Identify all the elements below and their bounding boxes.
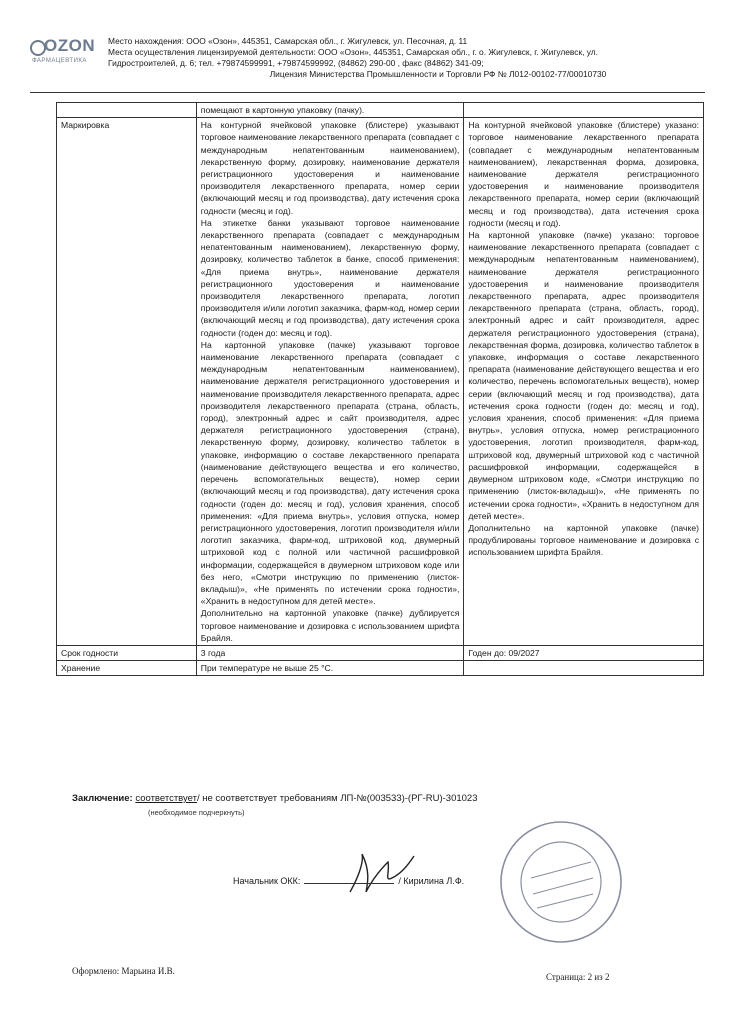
requirement-paragraph: На контурной ячейковой упаковке (блистере) указывают торговое наименование лекарственного препарата (совпадает с международным непатентованным наименованием), лекарственную форму, дозировку, наименование держателя регистрационного удостоверения и наименование производителя лекарственного препарата, номер серии (включающий месяц и год производства), дату истечения срока годности (месяц и год). xyxy=(200,120,460,216)
conclusion-selected-option: соответствует xyxy=(135,793,197,804)
conclusion-rest: / не соответствует требованиям ЛП-№(003533)-(РГ-RU)-301023 xyxy=(196,793,478,804)
result-cell xyxy=(464,118,704,646)
signer-name: / Кирилина Л.Ф. xyxy=(398,876,465,886)
result-cell xyxy=(464,661,704,676)
address-line: Место нахождения: ООО «Озон», 445351, Самарская обл., г. Жигулевск, ул. Песочная, д. 11 xyxy=(108,36,468,46)
handwritten-signature xyxy=(340,848,420,898)
prepared-by: Оформлено: Марьина И.В. xyxy=(72,966,175,976)
row-label: Срок годности xyxy=(57,645,197,660)
table-row-storage xyxy=(57,661,704,676)
company-details xyxy=(108,36,708,80)
table-cell: помещают в картонную упаковку (пачку). xyxy=(196,103,464,118)
logo-text: OZON xyxy=(44,36,96,55)
contacts-line: Гидростроителей, д. 6; тел. +79874599991, +79874599992, (84862) 290-00 , факс (84862) 341-09; xyxy=(108,58,484,68)
underline-note: (необходимое подчеркнуть) xyxy=(148,808,245,817)
signature-row xyxy=(233,876,464,886)
table-cell xyxy=(57,103,197,118)
requirement-cell xyxy=(196,118,464,646)
result-paragraph: На контурной ячейковой упаковке (блистере) указано: торговое наименование лекарственного препарата (совпадает с международным непатентованным наименованием), лекарственная форма, дозировка, наименование держателя регистрационного удостоверения и наименование производителя лекарственного препарата, номер серии (включающий месяц и год производства), дата истечения срока годности (месяц и год). xyxy=(468,120,699,228)
signature-line xyxy=(304,883,394,884)
table-row xyxy=(57,103,704,118)
logo-subtitle: ФАРМАЦЕВТИКА xyxy=(32,58,87,64)
result-cell: Годен до: 09/2027 xyxy=(464,645,704,660)
requirement-paragraph: На картонной упаковке (пачке) указывают торговое наименование лекарственного препарата (совпадает с международным непатентованным наименованием), наименование держателя регистрационного удостоверения и наименование производителя лекарственного препарата, адрес производителя лекарственного препарата (страна, область, город), электронный адрес и сайт производителя, адрес держателя регистрационного удостоверения (страна), лекарственную форму, дозировку, количество таблеток в упаковке, информацию о составе лекарственного препарата (наименование действующего вещества и его количество, перечень вспомогательных веществ), номер серии (включающий месяц и год производства), дату истечения срока годности (годен до: месяц и год), условия хранения, способ применения: «Для приема внутрь», условия отпуска, номер регистрационного удостоверения, логотип производителя и/или логотип заказчика, фарм-код, штриховой код, двумерный штриховой код с полной или частичной расшифровкой информации, содержащейся в двумерном штриховом коде или без него, «Смотри инструкцию по применению (листок-вкладыш)», «Не применять по истечении срока годности», «Хранить в недоступном для детей месте». xyxy=(200,339,460,607)
spec-table xyxy=(56,102,704,676)
requirement-cell: 3 года xyxy=(196,645,464,660)
table-cell xyxy=(464,103,704,118)
conclusion xyxy=(72,793,478,804)
requirement-cell: При температуре не выше 25 °С. xyxy=(196,661,464,676)
licensed-activity-line: Места осуществления лицензируемой деятельности: ООО «Озон», 445351, Самарская обл., г. о. Жигулевск, г. Жигулевск, ул. xyxy=(108,47,599,57)
result-paragraph: На картонной упаковке (пачке) указано: торговое наименование лекарственного препарата (совпадает с международным непатентованным наименованием), наименование держателя регистрационного удостоверения и наименование производителя лекарственного препарата, адрес производителя лекарственного препарата (страна, область, город), электронный адрес и сайт производителя, адрес держателя регистрационного удостоверения (страна), лекарственная форма, дозировка, количество таблеток в упаковке, информация о составе лекарственного препарата (наименование действующего вещества и его количество, перечень вспомогательных веществ), номер серии (включающий месяц и год производства), дата истечения срока годности (годен до: месяц и год), условия хранения, способ применения: «Для приема внутрь», условия отпуска, номер регистрационного удостоверения, логотип производителя, фарм-код, штриховой код, двумерный штриховой код с частичной расшифровкой информации, содержащейся в двумерном штриховом коде, «Смотри инструкцию по применению (листок-вкладыш)», «Не применять по истечении срока годности», «Хранить в недоступном для детей месте». xyxy=(468,230,699,521)
row-label: Маркировка xyxy=(57,118,197,646)
page-number: Страница: 2 из 2 xyxy=(546,972,610,982)
letterhead xyxy=(30,22,720,86)
conclusion-label: Заключение: xyxy=(72,793,133,804)
table-row-marking xyxy=(57,118,704,646)
table-row-shelf-life xyxy=(57,645,704,660)
signer-role: Начальник ОКК: xyxy=(233,876,301,886)
result-paragraph: Дополнительно на картонной упаковке (пачке) продублированы торговое наименование и дозировка с использованием шрифта Брайля. xyxy=(468,522,699,558)
requirement-paragraph: Дополнительно на картонной упаковке (пачке) дублируется торговое наименование и дозировка с использованием шрифта Брайля. xyxy=(200,608,460,643)
requirement-paragraph: На этикетке банки указывают торговое наименование лекарственного препарата (совпадает с международным непатентованным наименованием), лекарственную форму, дозировку, количество таблеток в банке, способ применения: «Для приема внутрь», наименование держателя регистрационного удостоверения и наименование производителя лекарственного препарата, логотип производителя и/или логотип заказчика, фарм-код, номер серии (включающий месяц и год производства), дату истечения срока годности (годен до: месяц и год). xyxy=(200,217,460,338)
ozon-logo xyxy=(30,22,98,78)
company-stamp xyxy=(497,818,625,946)
row-label: Хранение xyxy=(57,661,197,676)
header-divider xyxy=(30,92,705,93)
license-line: Лицензия Министерства Промышленности и Торговли РФ № Л012-00102-77/00010730 xyxy=(269,69,607,79)
